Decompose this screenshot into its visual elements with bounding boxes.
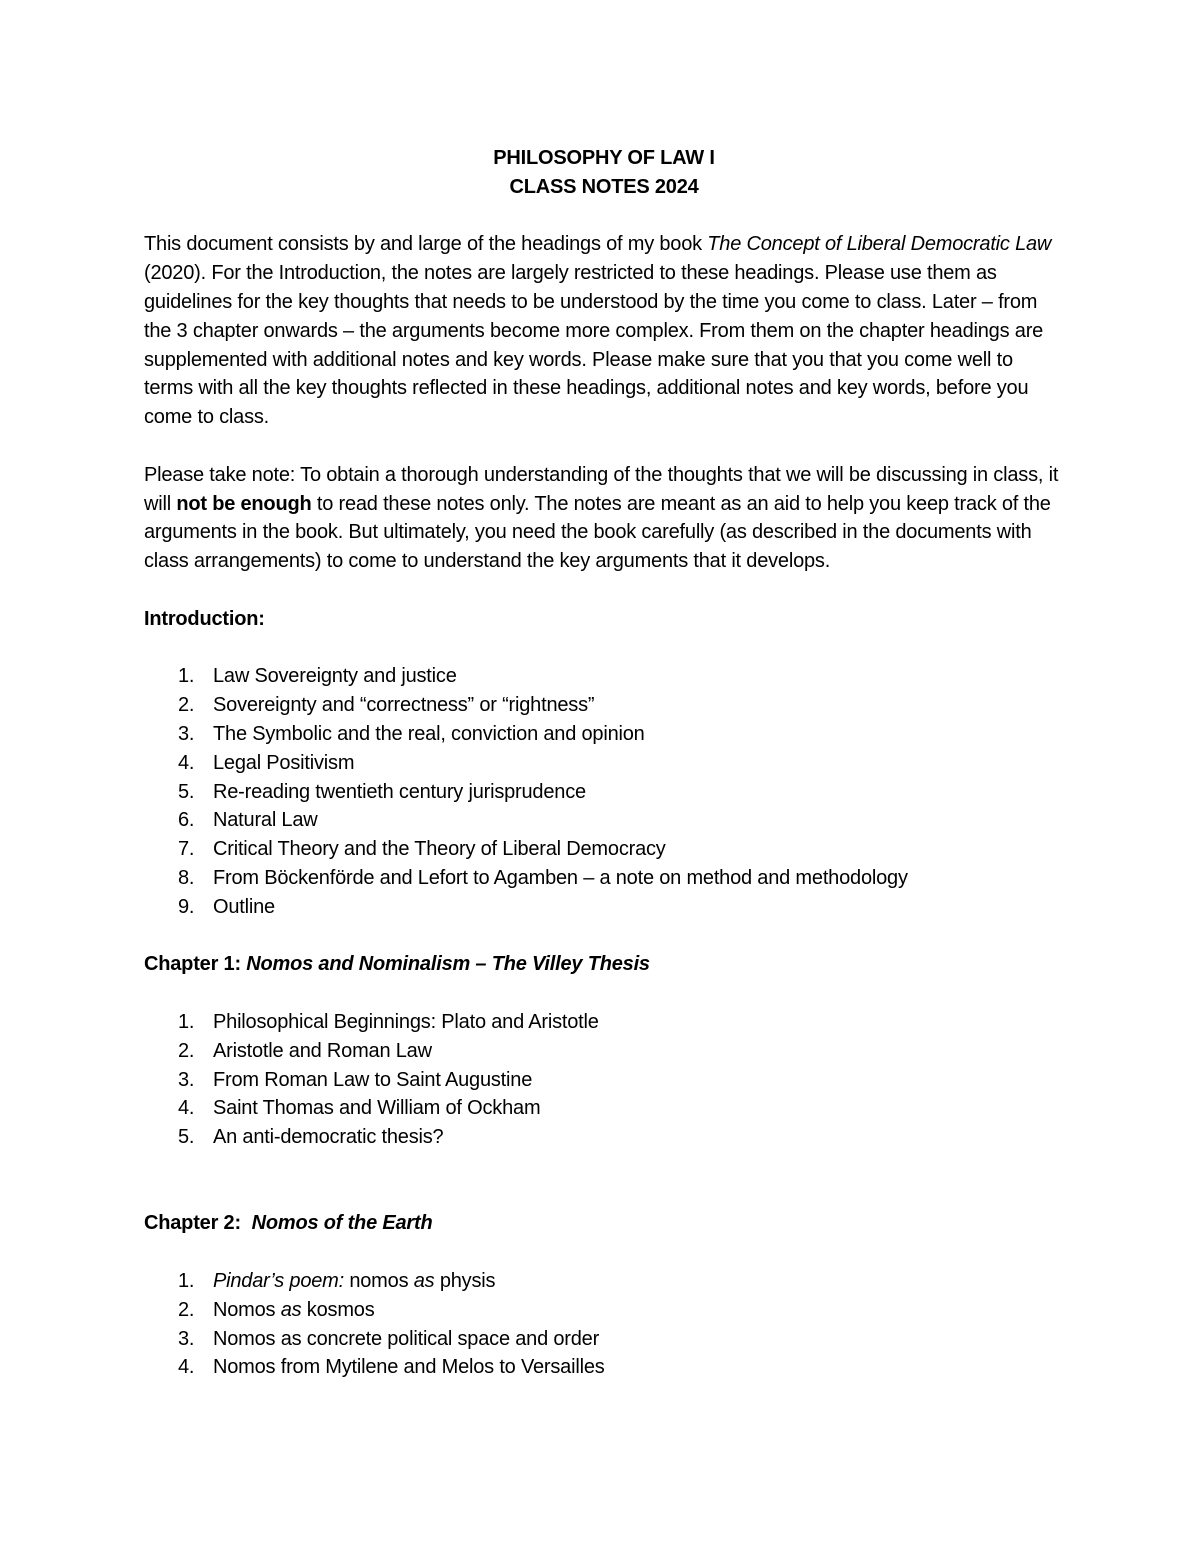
chapter2-title: Nomos of the Earth (251, 1212, 433, 1235)
list-item (144, 1353, 1064, 1382)
list-item (144, 835, 1064, 864)
list-item (144, 778, 1064, 807)
list-number: 5. (178, 780, 195, 803)
list-text: Philosophical Beginnings: Plato and Aristotle (213, 1010, 599, 1033)
document-body (144, 144, 1064, 1411)
list-text: Nomos as concrete political space and order (213, 1327, 600, 1350)
list-number: 1. (178, 1270, 195, 1293)
list-item (144, 1066, 1064, 1095)
list-item (144, 1296, 1064, 1325)
chapter1-heading (144, 950, 1064, 979)
list-text: An anti-democratic thesis? (213, 1126, 444, 1149)
list-item (144, 893, 1064, 922)
intro-text-2: (2020). For the Introduction, the notes are largely restricted to these headings. Please use them as guidelines for the key thoughts that needs to be understood by the time you come to class. Later – from the 3 chapter onwards – the arguments become more complex. From them on the chapter headings are supplemented with additional notes and key words. Please make sure that you that you come well to terms with all the key thoughts reflected in these headings, additional notes and key words, before you come to class. (144, 262, 1044, 429)
document-title (144, 144, 1064, 202)
list-text: Saint Thomas and William of Ockham (213, 1097, 541, 1120)
list-number: 1. (178, 665, 195, 688)
list-number: 4. (178, 751, 195, 774)
title-line-2: CLASS NOTES 2024 (509, 175, 699, 198)
list-number: 7. (178, 838, 195, 861)
chapter2-label: Chapter 2: (144, 1212, 252, 1235)
list-item (144, 1008, 1064, 1037)
list-text-italic: as (280, 1298, 302, 1321)
list-number: 3. (178, 1327, 195, 1350)
list-text: nomos (343, 1270, 414, 1293)
list-text: Law Sovereignty and justice (213, 665, 457, 688)
title-line-1: PHILOSOPHY OF LAW I (493, 147, 715, 169)
list-text: Nomos (213, 1298, 281, 1321)
list-text: Nomos from Mytilene and Melos to Versailles (213, 1356, 605, 1379)
chapter1-label: Chapter 1: (144, 953, 247, 976)
chapter2-heading (144, 1209, 1064, 1238)
list-number: 3. (178, 1068, 195, 1091)
chapter2-list (144, 1267, 1064, 1382)
list-number: 2. (178, 1039, 195, 1062)
list-text-italic: as (413, 1270, 435, 1293)
book-title: The Concept of Liberal Democratic Law (707, 233, 1052, 256)
list-text: From Böckenförde and Lefort to Agamben – a note on method and methodology (213, 866, 908, 889)
list-number: 3. (178, 722, 195, 745)
list-number: 2. (178, 1298, 195, 1321)
list-text: Aristotle and Roman Law (213, 1039, 432, 1062)
list-text: Natural Law (213, 809, 318, 832)
list-item (144, 1267, 1064, 1296)
introduction-list (144, 662, 1064, 921)
list-text: Critical Theory and the Theory of Liberal Democracy (213, 838, 666, 861)
intro-paragraph (144, 230, 1064, 432)
list-text-italic: Pindar’s poem: (213, 1270, 344, 1293)
chapter1-title: Nomos and Nominalism – The Villey Thesis (246, 953, 650, 976)
list-number: 5. (178, 1126, 195, 1149)
list-number: 9. (178, 895, 195, 918)
list-item (144, 749, 1064, 778)
list-item (144, 864, 1064, 893)
list-number: 2. (178, 694, 195, 717)
list-number: 4. (178, 1356, 195, 1379)
list-text: Re-reading twentieth century jurisprudence (213, 780, 586, 803)
list-number: 4. (178, 1097, 195, 1120)
intro-text-1: This document consists by and large of the headings of my book (144, 233, 708, 256)
list-text: Sovereignty and “correctness” or “rightness” (213, 694, 595, 717)
list-item (144, 1123, 1064, 1152)
chapter1-list (144, 1008, 1064, 1152)
list-number: 6. (178, 809, 195, 832)
list-text: Legal Positivism (213, 751, 355, 774)
list-item (144, 1325, 1064, 1354)
list-text: From Roman Law to Saint Augustine (213, 1068, 533, 1091)
list-item (144, 662, 1064, 691)
note-paragraph (144, 461, 1064, 576)
note-emphasis: not be enough (176, 492, 312, 515)
blank-line (144, 1181, 1064, 1210)
note-text-1: Please take note: To obtain a thorough understanding of the thoughts that we will be discussing in class, it will (144, 463, 1059, 515)
list-text: Outline (213, 895, 275, 918)
introduction-heading: Introduction: (144, 607, 265, 630)
list-text: physis (434, 1270, 496, 1293)
list-item (144, 1094, 1064, 1123)
list-text: The Symbolic and the real, conviction and opinion (213, 722, 645, 745)
list-item (144, 691, 1064, 720)
list-text: kosmos (301, 1298, 375, 1321)
list-number: 1. (178, 1010, 195, 1033)
list-item (144, 806, 1064, 835)
list-item (144, 1037, 1064, 1066)
note-text-2: to read these notes only. The notes are meant as an aid to help you keep track of the arguments in the book. But ultimately, you need the book carefully (as described in the documents with class arrangements) to come to understand the key arguments that it develops. (144, 492, 1051, 573)
list-number: 8. (178, 866, 195, 889)
list-item (144, 720, 1064, 749)
